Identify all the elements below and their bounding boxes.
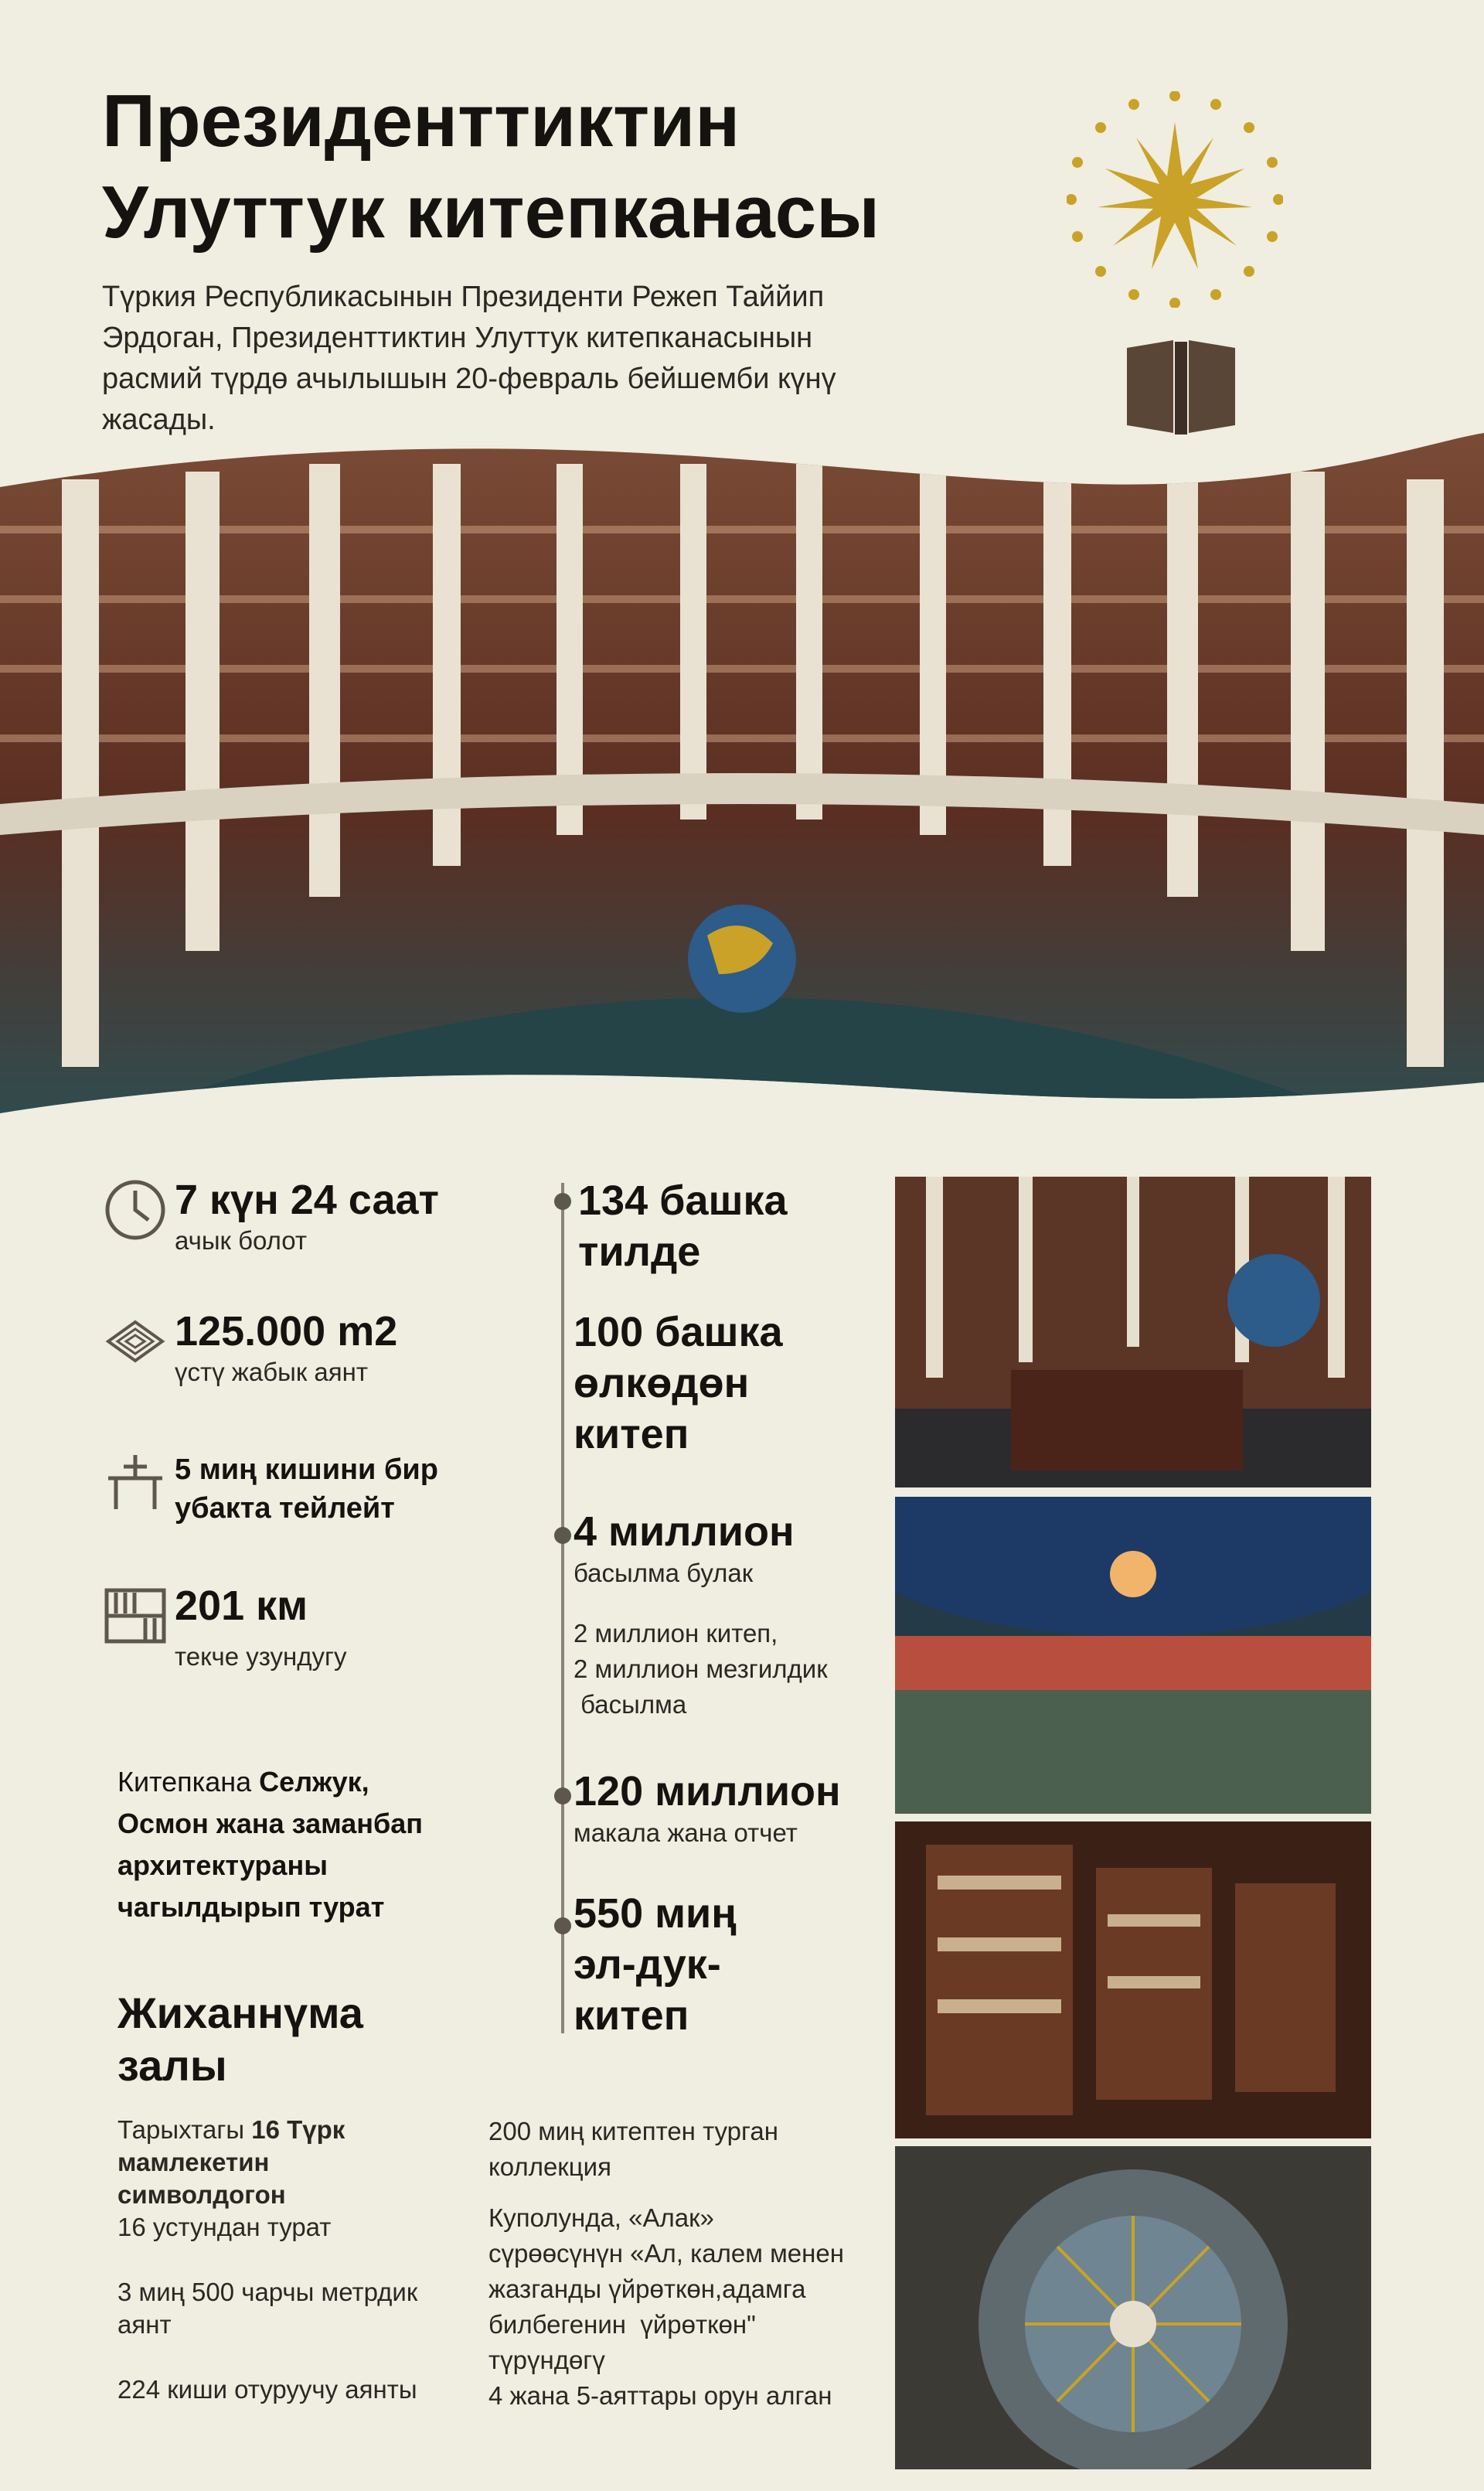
hall-right-1a: 200 миң китептен турган xyxy=(488,2117,778,2145)
hall-right-2a: Куполунда, «Алак» xyxy=(488,2203,714,2232)
stat-area-label: үстү жабык аянт xyxy=(175,1358,368,1386)
stat-area-value: 125.000 m2 xyxy=(175,1308,398,1355)
hall-left-5b: аянт xyxy=(117,2310,172,2339)
hall-left-2: мамлекетин xyxy=(117,2148,270,2176)
stat-countries-line-1: 100 башка xyxy=(574,1309,783,1355)
stat-sources-detail-2: 2 миллион мезгилдик xyxy=(574,1654,828,1683)
reading-room-globe-photo xyxy=(895,1177,1371,1487)
stat-countries-line-2: өлкөдөн xyxy=(574,1360,750,1406)
title-line-2: Улуттук китепканасы xyxy=(102,171,880,254)
title-line-1: Президенттиктин xyxy=(102,80,740,162)
timeline-line xyxy=(561,1183,564,2033)
page-title xyxy=(102,76,1030,258)
hall-title xyxy=(117,1987,363,2092)
stat-shelf-value: 201 км xyxy=(175,1583,308,1629)
timeline-dot xyxy=(554,1787,571,1804)
open-book-icon xyxy=(1119,332,1243,441)
hall-right-2b: сүрөөсүнүн «Ал, калем менен xyxy=(488,2239,844,2268)
stat-languages-line-1: 134 башка xyxy=(578,1177,788,1224)
architecture-bold: Селжук, xyxy=(259,1766,369,1798)
presidential-emblem-icon xyxy=(1067,91,1283,308)
stat-sources-detail xyxy=(574,1616,898,1723)
intro-text: Түркия Республикасынын Президенти Режеп Таййип Эрдоган, Президенттиктин Улуттук китепканасынын расмий түрдө ачылышын 20-февраль бейшемби күнү жасады. xyxy=(102,281,836,436)
clock-icon xyxy=(100,1175,170,1245)
stat-capacity xyxy=(175,1450,438,1528)
reading-table-icon xyxy=(100,1447,170,1517)
stat-languages-line-2: тилде xyxy=(578,1228,701,1275)
stat-capacity-line-2: убакта тейлейт xyxy=(175,1492,395,1525)
stat-sources-detail-3: басылма xyxy=(574,1690,687,1719)
hall-right-2f: 4 жана 5-аяттары орун алган xyxy=(488,2381,832,2410)
hall-right-notes xyxy=(488,2114,890,2414)
hall-right-1b: коллекция xyxy=(488,2152,611,2181)
bookshelves-photo xyxy=(895,1821,1371,2138)
architecture-note xyxy=(117,1761,519,1928)
timeline-dot xyxy=(554,1193,571,1210)
hall-right-2c: жазганды үйрөткөн,адамга xyxy=(488,2275,806,2303)
hall-right-2e: түрүндөгү xyxy=(488,2346,605,2374)
stat-sources-value: 4 миллион xyxy=(574,1508,795,1555)
hall-left-3: символдогон xyxy=(117,2180,286,2209)
stat-ebooks xyxy=(574,1888,883,2041)
stat-ebooks-line-2: эл-дук- xyxy=(574,1941,721,1988)
hall-title-line-1: Жиханнүма xyxy=(117,1988,363,2037)
hall-left-6: 224 киши отуруучу аянты xyxy=(117,2375,417,2404)
hall-right-2d: билбегенин үйрөткөн" xyxy=(488,2310,756,2339)
stat-articles-value: 120 миллион xyxy=(574,1768,841,1815)
architecture-line-3: архитектураны xyxy=(117,1849,328,1881)
hall-title-line-2: залы xyxy=(117,2041,227,2090)
architecture-prefix: Китепкана xyxy=(117,1766,252,1798)
hall-left-4: 16 устундан турат xyxy=(117,2213,332,2241)
stat-countries-line-3: китеп xyxy=(574,1411,689,1457)
stat-capacity-line-1: 5 миң кишини бир xyxy=(175,1453,438,1486)
stat-sources-detail-1: 2 миллион китеп, xyxy=(574,1619,778,1648)
stat-languages xyxy=(578,1175,887,1277)
architecture-line-4: чагылдырып турат xyxy=(117,1891,385,1923)
stat-articles-label: макала жана отчет xyxy=(574,1818,798,1847)
timeline-dot xyxy=(554,1527,571,1544)
floor-grid-icon xyxy=(100,1307,170,1376)
hall-left-1a: Тарыхтагы xyxy=(117,2115,252,2144)
stat-hours-value: 7 күн 24 саат xyxy=(175,1177,439,1223)
timeline-dot xyxy=(554,1917,571,1934)
architecture-line-2: Осмон жана заманбап xyxy=(117,1808,424,1839)
library-hall-hero-image xyxy=(0,433,1484,1129)
stat-hours-label: ачык болот xyxy=(175,1226,308,1255)
bookshelf-icon xyxy=(100,1581,170,1651)
stat-shelf-label: текче узундугу xyxy=(175,1642,347,1671)
cupola-photo xyxy=(895,2146,1371,2469)
dome-reading-hall-photo xyxy=(895,1497,1371,1814)
stat-ebooks-line-3: китеп xyxy=(574,1992,689,2039)
hall-left-notes xyxy=(117,2114,488,2406)
stat-sources-label: басылма булак xyxy=(574,1559,754,1587)
hall-left-5a: 3 миң 500 чарчы метрдик xyxy=(117,2278,418,2306)
stat-ebooks-line-1: 550 миң xyxy=(574,1890,737,1937)
stat-countries xyxy=(574,1307,883,1460)
hall-left-1b: 16 Түрк xyxy=(251,2115,345,2144)
